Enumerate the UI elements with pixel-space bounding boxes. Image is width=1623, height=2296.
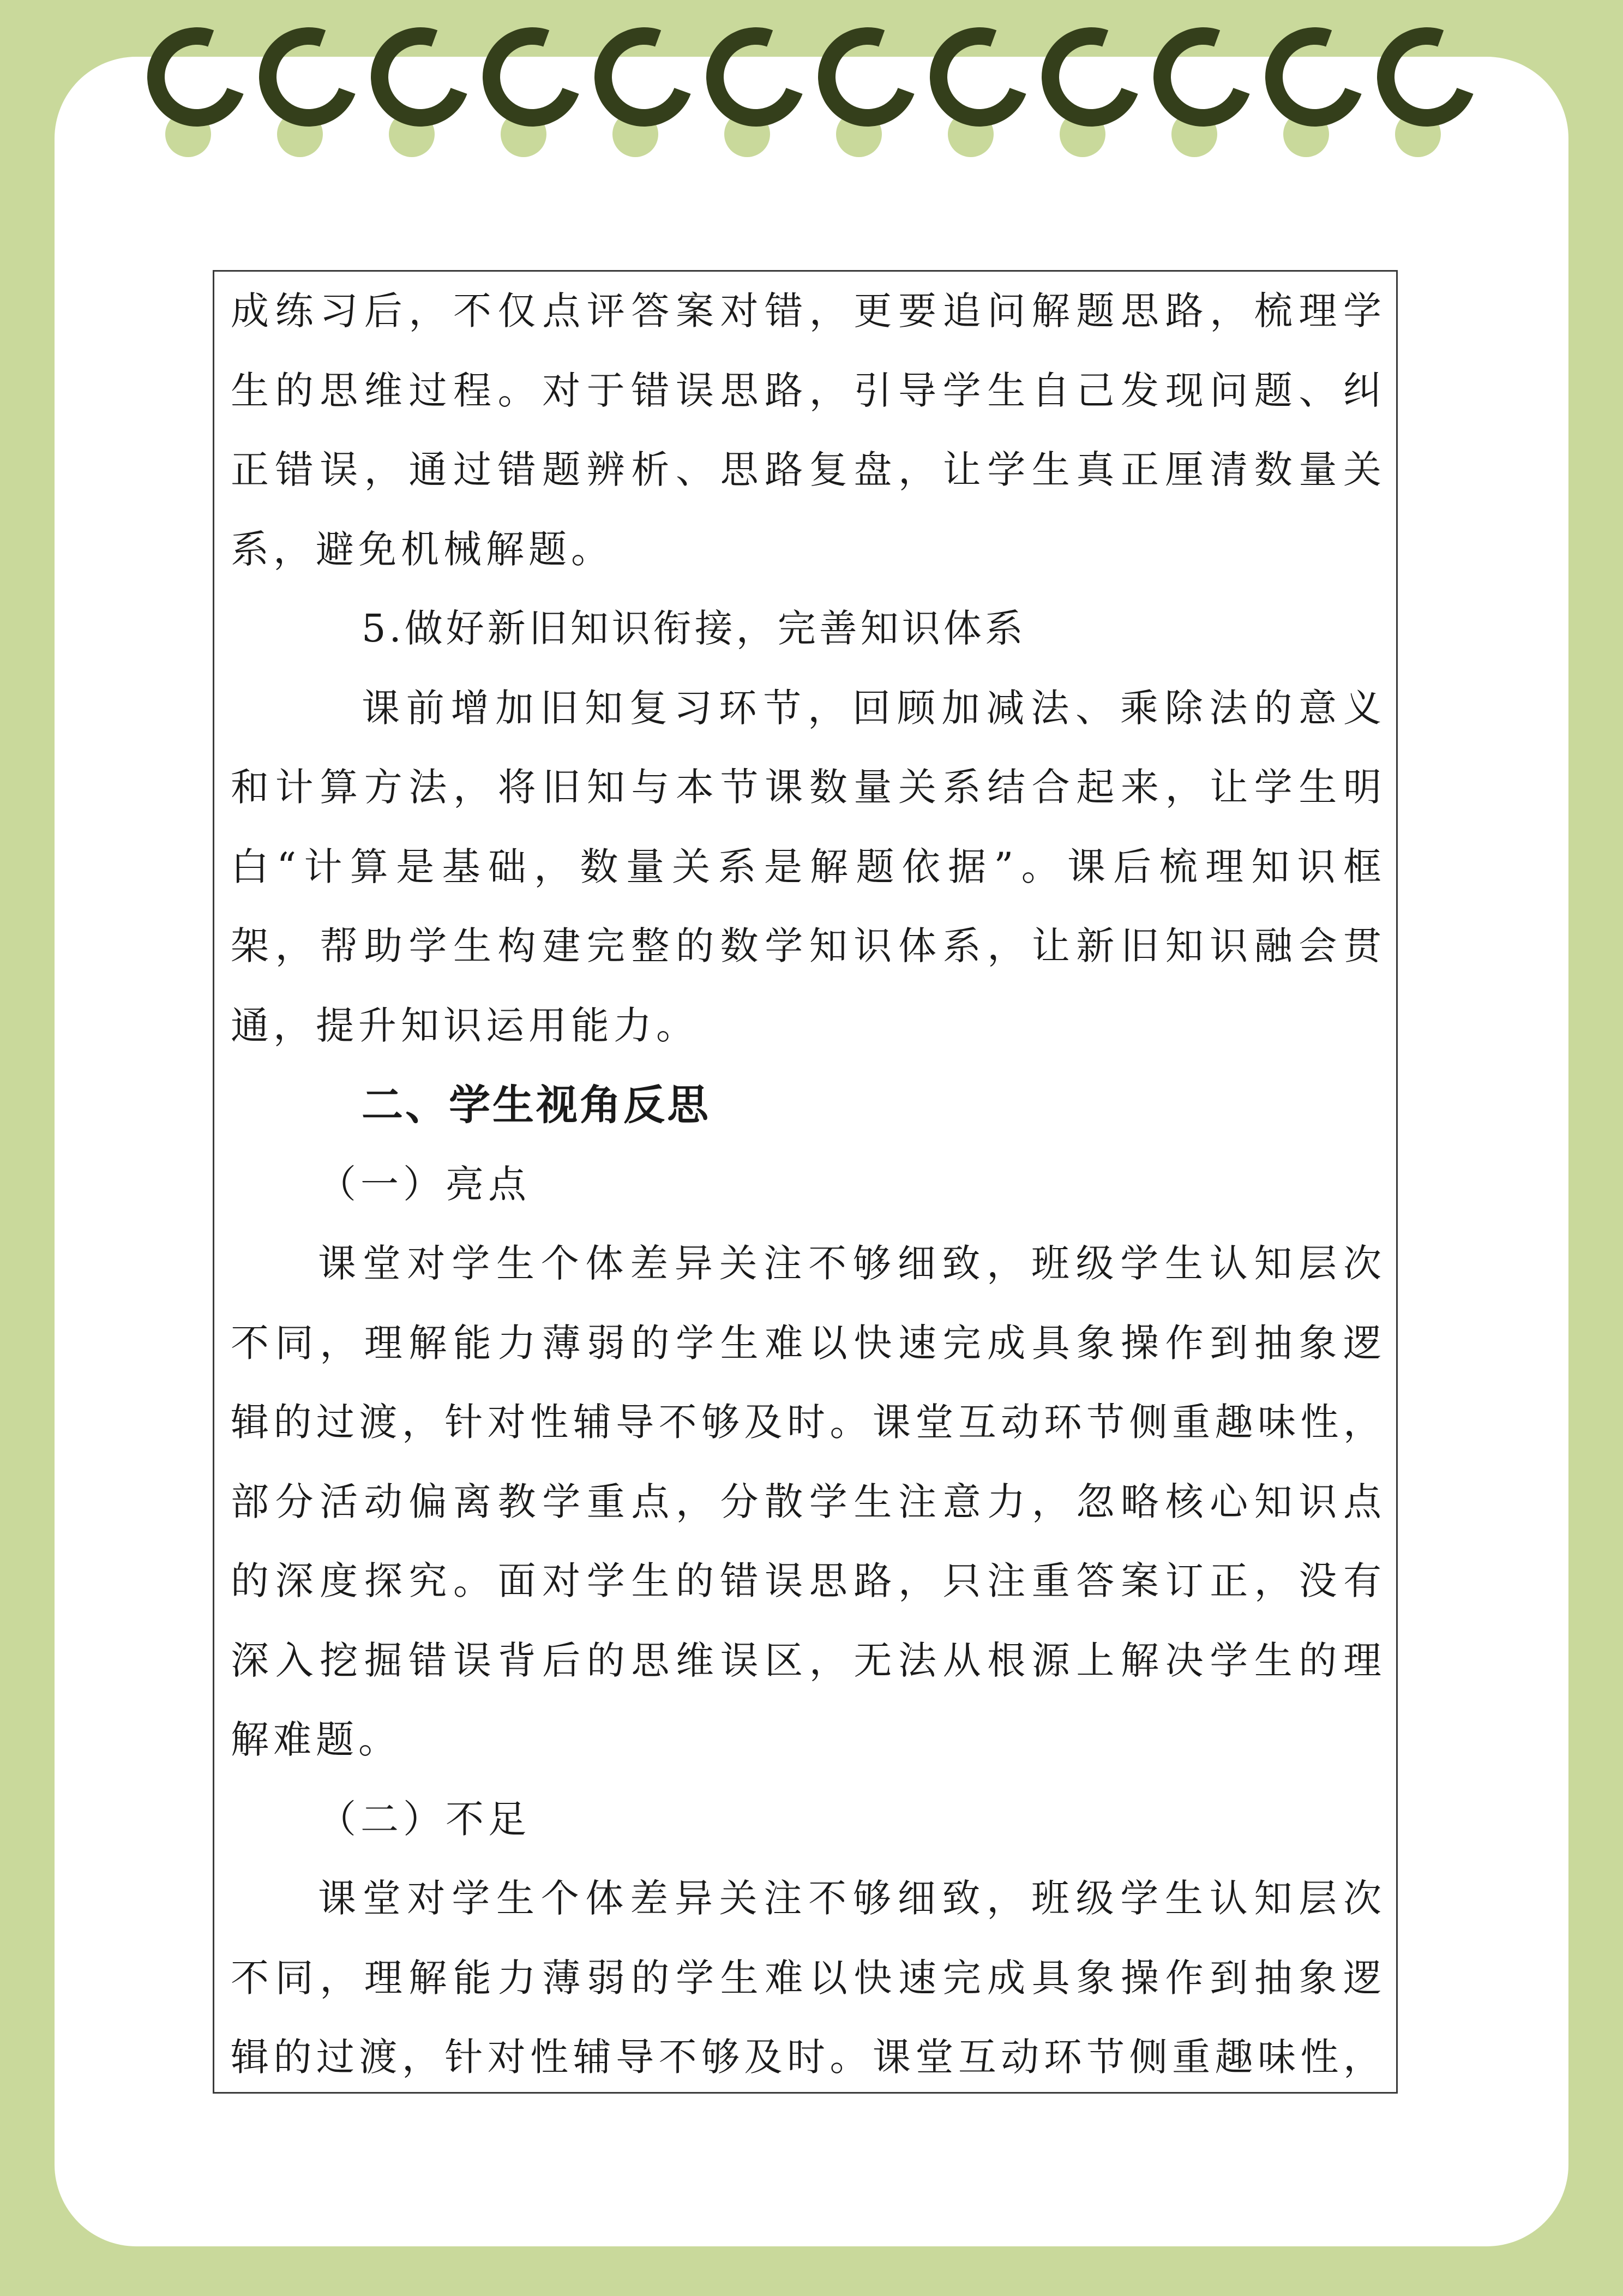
ring-icon	[131, 11, 263, 143]
text-line: 辑的过渡，针对性辅导不够及时。课堂互动环节侧重趣味性，	[231, 2035, 1381, 2079]
text-line: 的深度探究。面对学生的错误思路，只注重答案订正，没有	[231, 1558, 1381, 1603]
ring-icon	[354, 11, 486, 143]
document-text-frame	[213, 270, 1398, 2094]
ring-icon	[1249, 11, 1381, 143]
text-line: 课堂对学生个体差异关注不够细致，班级学生认知层次	[318, 1876, 1381, 1921]
text-line: 解难题。	[231, 1717, 401, 1762]
text-line: 和计算方法，将旧知与本节课数量关系结合起来，让学生明	[231, 765, 1381, 810]
text-line: 白“计算是基础，数量关系是解题依据”。课后梳理知识框	[231, 844, 1381, 889]
text-line: 深入挖掘错误背后的思维误区，无法从根源上解决学生的理	[231, 1638, 1381, 1683]
ring-icon	[1361, 11, 1493, 143]
text-line: 课前增加旧知复习环节，回顾加减法、乘除法的意义	[362, 685, 1381, 730]
text-line: 系，避免机械解题。	[231, 526, 614, 572]
document-body	[231, 272, 1381, 2094]
chapter-heading: 二、学生视角反思	[362, 1081, 711, 1129]
text-line: 部分活动偏离教学重点，分散学生注意力，忽略核心知识点	[231, 1479, 1381, 1524]
ring-icon	[1025, 11, 1157, 143]
ring-icon	[578, 11, 710, 143]
ring-icon	[466, 11, 598, 143]
ring-icon	[243, 11, 375, 143]
text-line: 课堂对学生个体差异关注不够细致，班级学生认知层次	[318, 1241, 1381, 1286]
text-line: 不同，理解能力薄弱的学生难以快速完成具象操作到抽象逻	[231, 1955, 1381, 2000]
spiral-binding	[0, 0, 1623, 164]
section-heading: 5.做好新旧知识衔接，完善知识体系	[362, 606, 1026, 651]
ring-icon	[802, 11, 934, 143]
text-line: 不同，理解能力薄弱的学生难以快速完成具象操作到抽象逻	[231, 1320, 1381, 1365]
text-line: 正错误，通过错题辨析、思路复盘，让学生真正厘清数量关	[231, 447, 1381, 492]
sub-heading: （二）不足	[318, 1796, 531, 1842]
text-line: 辑的过渡，针对性辅导不够及时。课堂互动环节侧重趣味性，	[231, 1400, 1381, 1444]
ring-icon	[690, 11, 822, 143]
ring-icon	[913, 11, 1045, 143]
ring-icon	[1137, 11, 1269, 143]
text-line: 架，帮助学生构建完整的数学知识体系，让新旧知识融会贯	[231, 924, 1381, 968]
sub-heading: （一）亮点	[318, 1161, 531, 1207]
text-line: 通，提升知识运用能力。	[231, 1003, 699, 1048]
text-line: 生的思维过程。对于错误思路，引导学生自己发现问题、纠	[231, 368, 1381, 413]
text-line: 成练习后，不仅点评答案对错，更要追问解题思路，梳理学	[231, 289, 1381, 333]
